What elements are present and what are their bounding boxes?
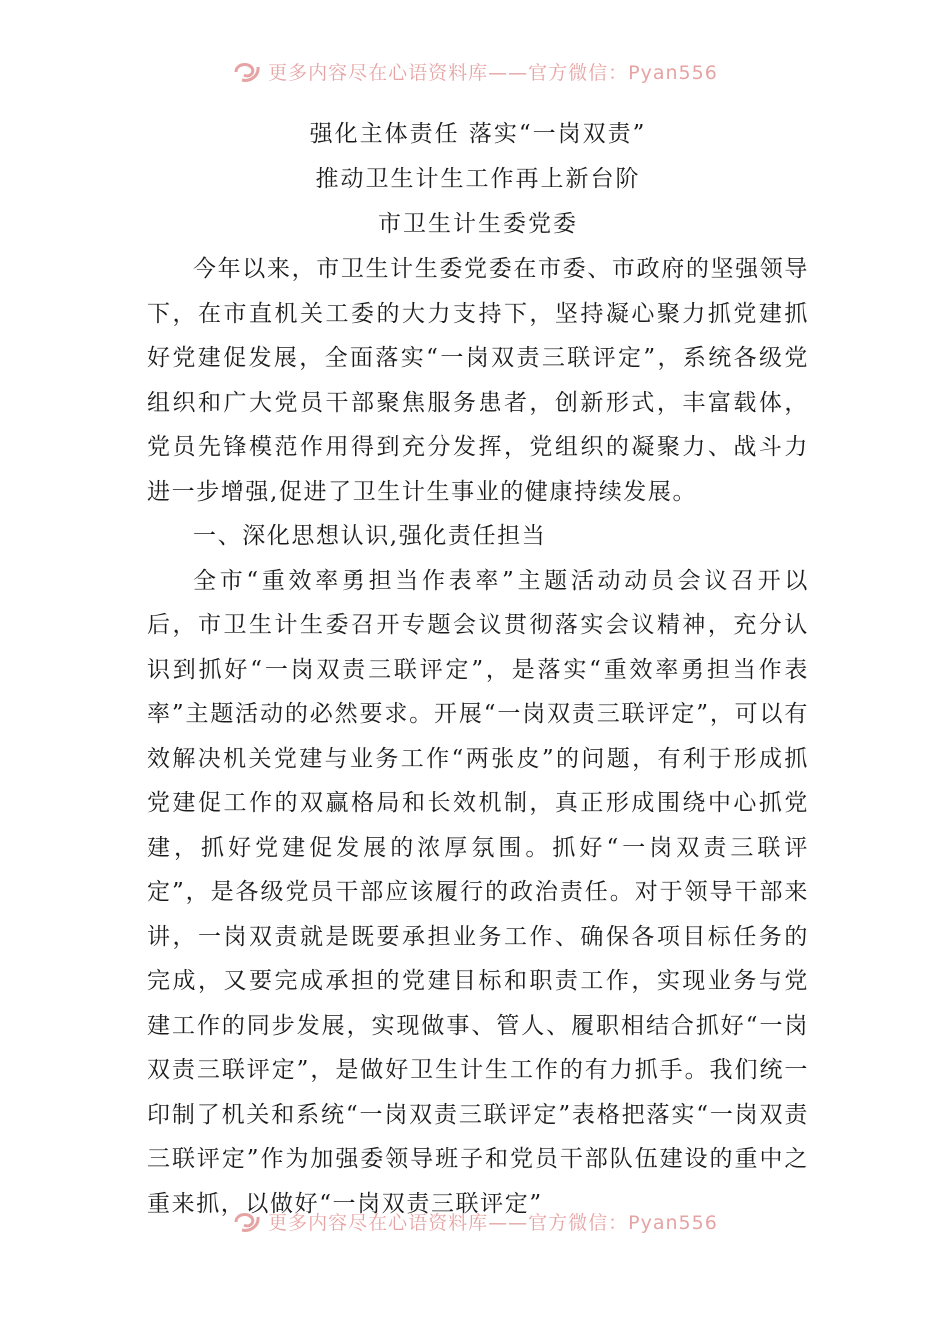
document-title-line-1: 强化主体责任 落实“一岗双责” <box>309 121 647 147</box>
paragraph-section-1: 全市“重效率勇担当作表率”主题活动动员会议召开以后，市卫生计生委召开专题会议贯彻落实会议精神，充分认识到抓好“一岗双责三联评定”，是落实“重效率勇担当作表率”主题活动的必然要求。开展“一岗双责三联评定”，可以有效解决机关党建与业务工作“两张皮”的问题，有利于形成抓党建促工作的双赢格局和长效机制，真正形成围绕中心抓党建，抓好党建促发展的浓厚氛围。抓好“一岗双责三联评定”，是各级党员干部应该履行的政治责任。对于领导干部来讲，一岗双责就是既要承担业务工作、确保各项目标任务的完成，又要完成承担的党建目标和职责工作，实现业务与党建工作的同步发展，实现做事、管人、履职相结合抓好“一岗双责三联评定”，是做好卫生计生工作的有力抓手。我们统一印制了机关和系统“一岗双责三联评定”表格把落实“一岗双责三联评定”作为加强委领导班子和党员干部队伍建设的重中之重来抓，以做好“一岗双责三联评定” <box>147 567 809 1217</box>
swirl-logo-icon <box>232 1208 262 1234</box>
watermark-text: 更多内容尽在心语资料库——官方微信：Pyan556 <box>268 1211 718 1234</box>
swirl-logo-icon <box>232 58 262 84</box>
watermark-footer <box>0 1206 950 1236</box>
document-title-line-2: 推动卫生计生工作再上新台阶 <box>315 166 641 192</box>
watermark-header <box>0 56 950 86</box>
watermark-text: 更多内容尽在心语资料库——官方微信：Pyan556 <box>268 61 718 84</box>
paragraph-intro: 今年以来，市卫生计生委党委在市委、市政府的坚强领导下，在市直机关工委的大力支持下，坚持凝心聚力抓党建抓好党建促发展，全面落实“一岗双责三联评定”，系统各级党组织和广大党员干部聚焦服务患者，创新形式，丰富载体，党员先锋模范作用得到充分发挥，党组织的凝聚力、战斗力进一步增强,促进了卫生计生事业的健康持续发展。 <box>147 256 809 505</box>
document-author: 市卫生计生委党委 <box>378 211 578 237</box>
document-body <box>147 112 809 1226</box>
section-heading-1: 一、深化思想认识,强化责任担当 <box>193 523 547 549</box>
